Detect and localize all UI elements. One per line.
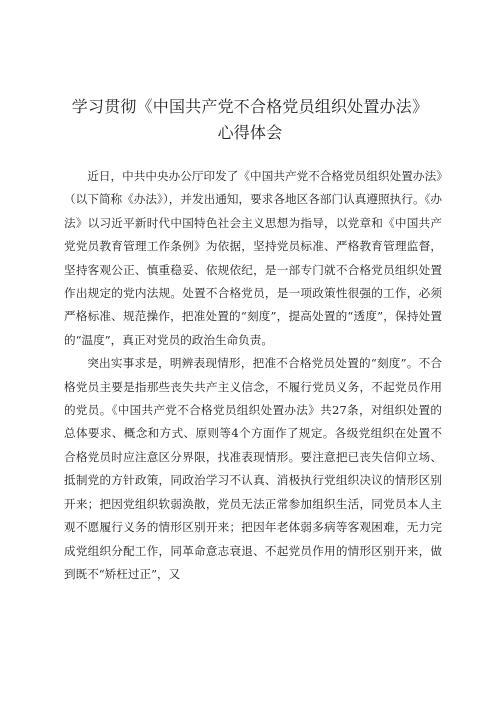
paragraph-1: 近日，中共中央办公厅印发了《中国共产党不合格党员组织处置办法》（以下简称《办法》），并发出通知，要求各地区各部门认真遵照执行。《办法》以习近平新时代中国特色社会主义思想为指导，以党章和《中国共产党党员教育管理工作条例》为依据，坚持党员标准、严格教育管理监督，坚持客观公正、慎重稳妥、依规依纪，是一部专门就不合格党员组织处置作出规定的党内法规。处置不合格党员，是一项政策性很强的工作，必须严格标准、规范操作，把准处置的“刻度”，提高处置的“透度”，保持处置的“温度”，真正对党员的政治生命负责。 <box>64 169 442 347</box>
document-body <box>64 165 442 586</box>
document-title: 学习贯彻《中国共产党不合格党员组织处置办法》心得体会 <box>71 97 429 142</box>
paragraph-2: 突出实事求是，明辨表现情形，把准不合格党员处置的“刻度”。不合格党员主要是指那些丧失共产主义信念，不履行党员义务，不起党员作用的党员。《中国共产党不合格党员组织处置办法》共27条，对组织处置的总体要求、概念和方式、原则等4个方面作了规定。各级党组织在处置不合格党员时应注意区分界限，找准表现情形。要注意把已丧失信仰立场、抵制党的方针政策，同政治学习不认真、消极执行党组织决议的情形区别开来；把因党组织软弱涣散，党员无法正常参加组织生活，同党员本人主观不愿履行义务的情形区别开来；把因年老体弱多病等客观困难，无力完成党组织分配工作，同革命意志衰退、不起党员作用的情形区别开来，做到既不“矫枉过正”，又 <box>64 356 442 581</box>
